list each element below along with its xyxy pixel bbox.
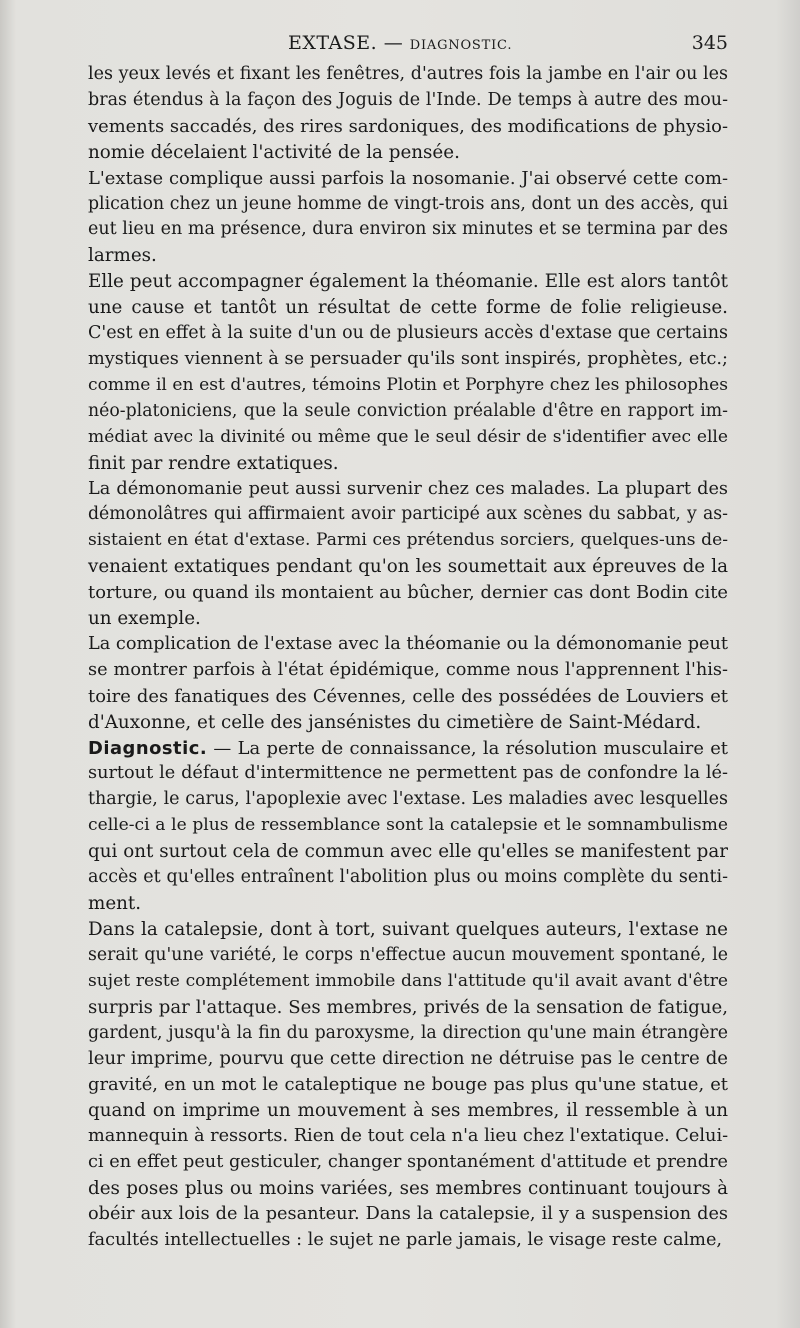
text-line: médiat avec la divinité ou même que le seul désir de s'identifier avec elle <box>88 426 728 447</box>
text-line: La complication de l'extase avec la théomanie ou la démonomanie peut <box>88 633 728 654</box>
paragraph <box>88 632 728 736</box>
text-line-rest: — La perte de connaissance, la résolution musculaire et <box>207 737 728 759</box>
text-line: obéir aux lois de la pesanteur. Dans la catalepsie, il y a suspension des <box>88 1203 728 1224</box>
text-line: celle-ci a le plus de ressemblance sont la catalepsie et le somnambulisme <box>88 815 728 836</box>
text-line: démonolâtres qui affirmaient avoir participé aux scènes du sabbat, y as- <box>88 504 728 525</box>
text-line: thargie, le carus, l'apoplexie avec l'extase. Les maladies avec lesquelles <box>88 789 728 810</box>
text-line: surtout le défaut d'intermittence ne permettent pas de confondre la lé- <box>88 763 728 784</box>
text-line: vements saccadés, des rires sardoniques, des modifications de physio- <box>88 115 728 137</box>
text-line: facultés intellectuelles : le sujet ne parle jamais, le visage reste calme, <box>88 1229 723 1250</box>
text-line: comme il en est d'autres, témoins Plotin et Porphyre chez les philosophes <box>88 374 728 395</box>
text-line: serait qu'une variété, le corps n'effectue aucun mouvement spontané, le <box>88 944 728 965</box>
paragraph <box>88 62 728 166</box>
text-line: sujet reste complétement immobile dans l'attitude qu'il avait avant d'être <box>88 970 728 991</box>
page-number: 345 <box>691 32 728 54</box>
text-line: La démonomanie peut aussi survenir chez ces malades. La plupart des <box>88 478 728 499</box>
text-line: plication chez un jeune homme de vingt-trois ans, dont un des accès, qui <box>88 193 728 214</box>
text-line: une cause et tantôt un résultat de cette forme de folie religieuse. <box>88 297 728 319</box>
text-line: Dans la catalepsie, dont à tort, suivant quelques auteurs, l'extase ne <box>88 918 728 940</box>
text-line: d'Auxonne, et celle des jansénistes du cimetière de Saint-Médard. <box>88 711 702 733</box>
paragraph <box>88 917 728 1254</box>
text-line: larmes. <box>88 245 157 267</box>
text-line: toire des fanatiques des Cévennes, celle des possédées de Louviers et <box>88 685 728 707</box>
paragraph <box>88 477 728 632</box>
text-line: bras étendus à la façon des Joguis de l'Inde. De temps à autre des mou- <box>88 89 728 110</box>
running-title <box>288 32 512 54</box>
text-line: des poses plus ou moins variées, ses membres continuant toujours à <box>88 1177 728 1199</box>
text-line: gravité, en un mot le cataleptique ne bouge pas plus qu'une statue, et <box>88 1074 728 1096</box>
text-line: ment. <box>88 893 142 914</box>
body-text <box>88 62 728 1254</box>
text-line: nomie décelaient l'activité de la pensée. <box>88 141 460 163</box>
text-line: eut lieu en ma présence, dura environ six minutes et se termina par des <box>88 219 728 240</box>
running-title-section: DIAGNOSTIC. <box>409 38 513 53</box>
text-line: qui ont surtout cela de commun avec elle qu'elles se manifestent par <box>88 841 728 863</box>
text-line: mystiques viennent à se persuader qu'ils sont inspirés, prophètes, etc.; <box>88 348 728 369</box>
text-line: gardent, jusqu'à la fin du paroxysme, la direction qu'une main étrangère <box>88 1022 728 1043</box>
text-line: néo-platoniciens, que la seule conviction préalable d'être en rapport im- <box>88 400 728 421</box>
running-title-main: EXTASE. — <box>288 32 410 54</box>
text-line <box>88 736 728 762</box>
text-line: finit par rendre extatiques. <box>88 452 339 474</box>
paragraph <box>88 269 728 476</box>
text-line: surpris par l'attaque. Ses membres, privés de la sensation de fatigue, <box>88 996 728 1018</box>
text-line: Elle peut accompagner également la théomanie. Elle est alors tantôt <box>88 271 728 293</box>
text-line: quand on imprime un mouvement à ses membres, il ressemble à un <box>88 1100 728 1122</box>
text-line: mannequin à ressorts. Rien de tout cela n'a lieu chez l'extatique. Celui- <box>88 1126 729 1147</box>
text-line: L'extase complique aussi parfois la nosomanie. J'ai observé cette com- <box>88 167 728 189</box>
section-heading: Diagnostic. <box>88 737 208 759</box>
paragraph <box>88 166 728 270</box>
text-line: un exemple. <box>88 608 201 630</box>
text-line: sistaient en état d'extase. Parmi ces prétendus sorciers, quelques-uns de- <box>88 530 728 551</box>
text-line: ci en effet peut gesticuler, changer spontanément d'attitude et prendre <box>88 1152 728 1173</box>
text-line: se montrer parfois à l'état épidémique, comme nous l'apprennent l'his- <box>88 659 728 680</box>
paragraph <box>88 736 728 917</box>
text-line: accès et qu'elles entraînent l'abolition plus ou moins complète du senti- <box>88 867 728 888</box>
text-line: venaient extatiques pendant qu'on les soumettait aux épreuves de la <box>88 556 728 578</box>
text-line: torture, ou quand ils montaient au bûcher, dernier cas dont Bodin cite <box>88 582 728 604</box>
page-header <box>88 32 728 58</box>
text-line: les yeux levés et fixant les fenêtres, d'autres fois la jambe en l'air ou les <box>88 64 728 84</box>
text-line: C'est en effet à la suite d'un ou de plusieurs accès d'extase que certains <box>88 323 728 344</box>
text-line: leur imprime, pourvu que cette direction ne détruise pas le centre de <box>88 1048 728 1070</box>
